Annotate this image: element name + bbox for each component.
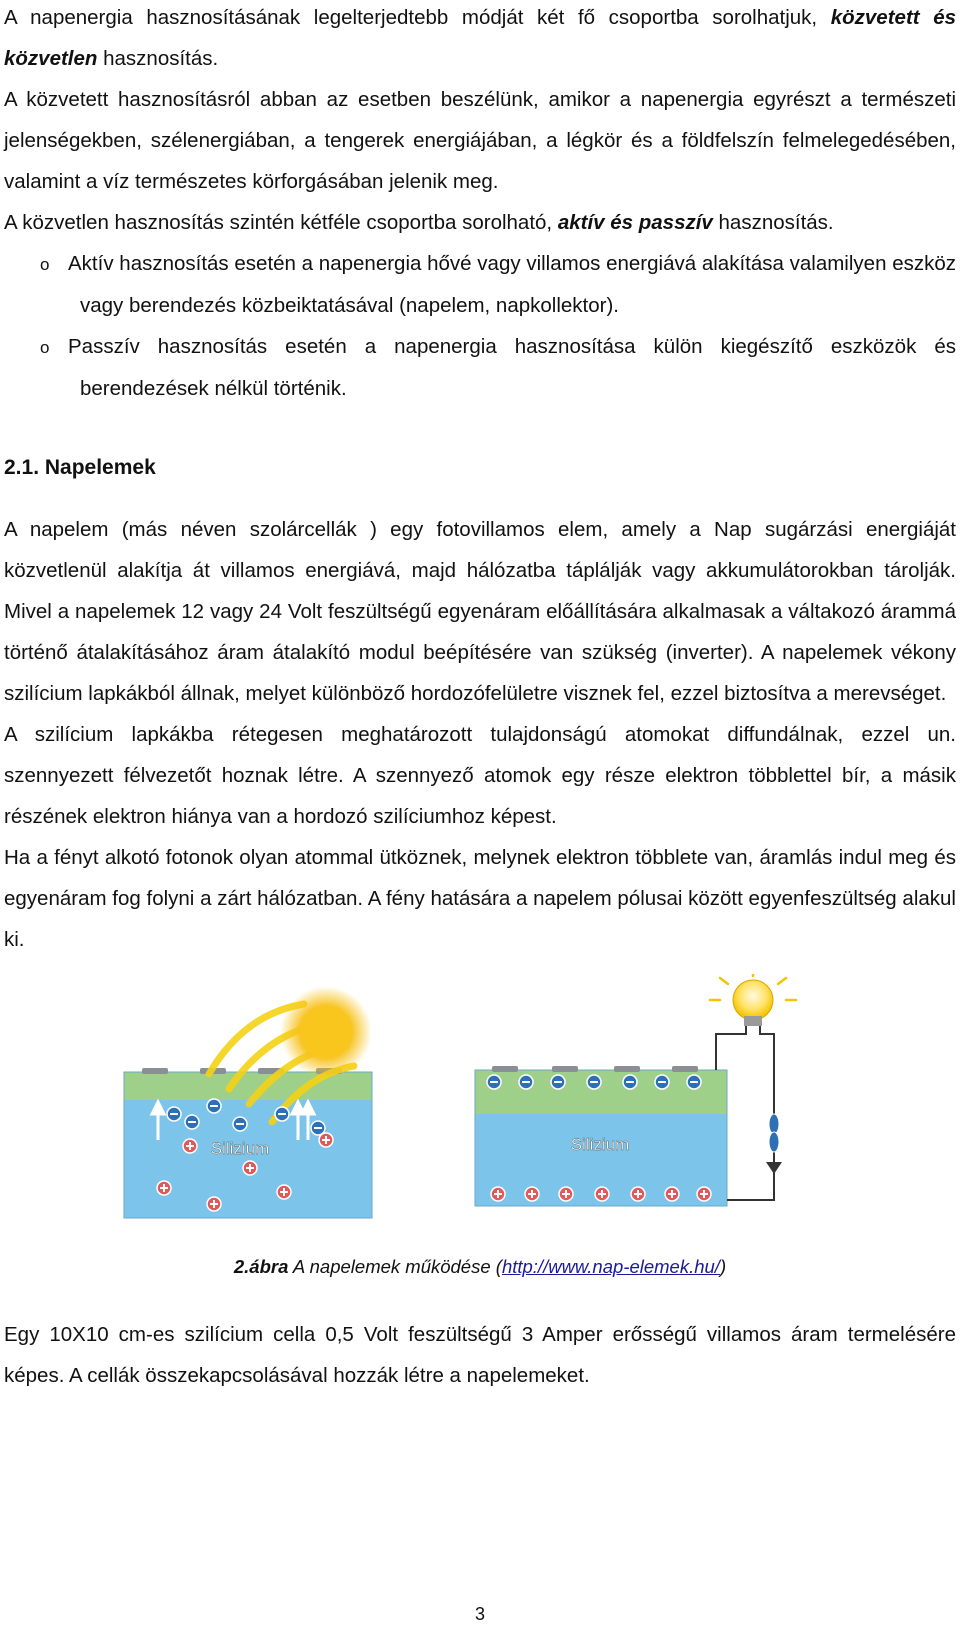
intro3-text: A közvetlen hasznosítás szintén kétféle csoportba sorolható, xyxy=(4,211,558,234)
left-layer-label: Silizium xyxy=(210,1139,270,1158)
section-paragraph-1: A napelem (más néven szolárcellák ) egy fotovillamos elem, amely a Nap sugárzási energiáját közvetlenül alakítja át villamos energiává, majd hálózatba táplálják vagy akkumulátorokban tárolják. Mivel a napelemek 12 vagy 24 Volt feszültségű egyenáram előállítására alkalmasak a váltakozó árammá történő átalakításához áram átalakító modul beépítésére van szükség (inverter). A napelemek vékony szilícium lapkákból állnak, melyet különböző hordozófelületre visznek fel, ezzel biztosítva a merevséget. xyxy=(4,518,956,705)
bullet-marker: o xyxy=(40,255,50,274)
intro-emphasis: közvetett és közvetlen xyxy=(4,6,956,70)
caption-text: A napelemek működése ( xyxy=(288,1256,502,1277)
figure-caption xyxy=(4,1254,956,1280)
caption-end: ) xyxy=(719,1256,727,1277)
section-paragraph-2: A szilícium lapkákba rétegesen meghatározott tulajdonságú atomokat diffundálnak, ezzel un. szennyezett félvezetőt hoznak létre. A szennyező atomok egy része elektron többlettel bír, a másik részének elektron hiánya van a hordozó szilíciumhoz képest. xyxy=(4,723,956,828)
intro-paragraph-1 xyxy=(4,0,956,79)
intro-paragraph-3 xyxy=(4,202,956,243)
bullet-item-passive xyxy=(4,326,956,409)
bullet-marker: o xyxy=(40,338,50,357)
page-number: 3 xyxy=(474,1604,485,1624)
solar-cell-illustration xyxy=(4,974,956,1250)
bullet-text: Aktív hasznosítás esetén a napenergia hővé vagy villamos energiává alakítása valamilyen eszköz vagy berendezés közbeiktatásával (napelem, napkollektor). xyxy=(68,252,956,317)
section-paragraph-3: Ha a fényt alkotó fotonok olyan atommal ütköznek, melynek elektron többlete van, áramlás indul meg és egyenáram fog folyni a zárt hálózatban. A fény hatására a napelem pólusai között egyenfeszültség alakul ki. xyxy=(4,846,956,951)
intro3-emphasis: aktív és passzív xyxy=(557,211,713,234)
intro-text-end: hasznosítás. xyxy=(97,47,219,70)
right-layer-label: Silizium xyxy=(570,1135,630,1154)
right-solar-cell xyxy=(475,974,796,1206)
closing-paragraph: Egy 10X10 cm-es szilícium cella 0,5 Volt feszültségű 3 Amper erősségű villamos áram termelésére képes. A cellák összekapcsolásával hozzák létre a napelemeket. xyxy=(4,1323,956,1387)
solar-cell-figure xyxy=(4,974,956,1250)
caption-label: 2.ábra xyxy=(233,1256,289,1277)
bullet-text: Passzív hasznosítás esetén a napenergia hasznosítása külön kiegészítő eszközök és berendezések nélkül történik. xyxy=(68,335,956,400)
light-bulb-icon xyxy=(710,974,796,1026)
intro-paragraph-2: A közvetett hasznosításról abban az esetben beszélünk, amikor a napenergia egyrészt a természeti jelenségekben, szélenergiában, a tengerek energiájában, a légkör és a földfelszín felmelegedésében, valamint a víz természetes körforgásában jelenik meg. xyxy=(4,88,956,193)
sun-core-icon xyxy=(300,1006,352,1058)
caption-link[interactable]: http://www.nap-elemek.hu/ xyxy=(501,1256,720,1277)
document-page xyxy=(4,0,956,1396)
left-solar-cell xyxy=(124,986,372,1218)
section-heading: 2.1. Napelemek xyxy=(4,456,156,479)
bullet-item-active xyxy=(4,243,956,326)
intro3-text-end: hasznosítás. xyxy=(712,211,834,234)
intro-text: A napenergia hasznosításának legelterjedtebb módját két fő csoportba sorolhatjuk, xyxy=(4,6,818,29)
